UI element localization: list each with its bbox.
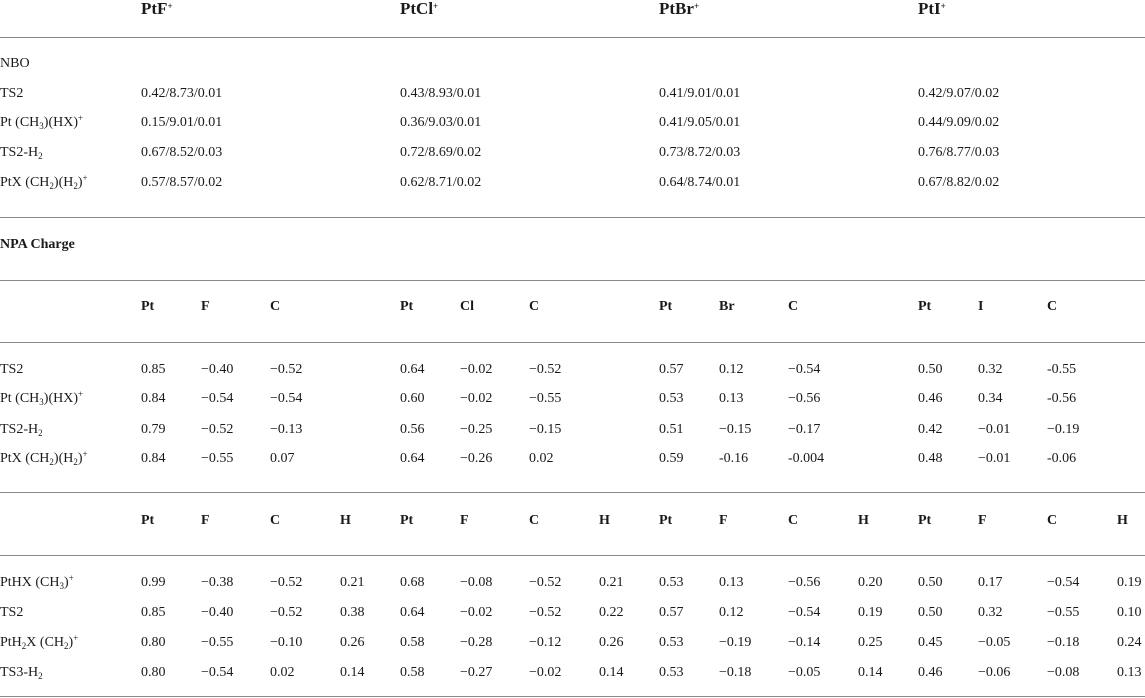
npa-value: −0.06 [978,665,1011,680]
npa-value: 0.14 [340,665,365,680]
npa-value: −0.54 [788,362,821,377]
compound-name: PtCl [400,0,434,18]
npa-value: 0.53 [659,391,684,406]
npa-value: 0.19 [858,605,883,620]
npa-value: −0.14 [788,635,821,650]
npa-value: −0.18 [719,665,752,680]
label-part: )(HX) [43,115,79,130]
section-title-npa: NPA Charge [0,237,75,252]
label-part: 2 [38,671,43,681]
column-header: I [978,299,984,314]
column-header: F [201,299,210,314]
charge-superscript: + [167,1,173,11]
bottom-rule [0,696,1145,697]
column-header: F [719,513,728,528]
compound-header [659,0,699,18]
column-header: C [1047,299,1058,314]
label-part: TS2-H [0,145,39,160]
npa-value: 0.80 [141,635,166,650]
npa-value: −0.13 [270,422,303,437]
column-header: H [1117,513,1128,528]
section-rule [0,217,1145,218]
npa-value: −0.02 [460,391,493,406]
label-part: TS2 [0,605,24,620]
column-header: C [788,299,799,314]
npa-value: 0.10 [1117,605,1142,620]
column-header: C [270,299,281,314]
label-part: TS2 [0,362,24,377]
npa-value: −0.19 [1047,422,1080,437]
npa-value: 0.13 [1117,665,1142,680]
label-part: 2 [21,641,27,651]
row-label [0,144,43,162]
compound-header [141,0,173,18]
row-label [0,174,88,192]
column-header: Pt [400,299,414,314]
charge-superscript: + [940,1,946,11]
nbo-value: 0.15/9.01/0.01 [141,115,223,130]
npa-value: 0.58 [400,665,425,680]
npa-value: 0.32 [978,362,1003,377]
npa-value: 0.02 [529,451,554,466]
npa-value: −0.56 [788,575,821,590]
label-part: + [78,389,84,399]
npa-value: 0.48 [918,451,943,466]
nbo-value: 0.41/9.05/0.01 [659,115,741,130]
npa-value: −0.54 [201,665,234,680]
nbo-value: 0.62/8.71/0.02 [400,175,482,190]
npa-value: 0.79 [141,422,166,437]
label-part: )(H [53,175,74,190]
npa-value: −0.05 [978,635,1011,650]
label-part: 2 [38,151,43,161]
row-label [0,85,23,103]
npa-value: 0.60 [400,391,425,406]
section-rule [0,492,1145,493]
npa-value: 0.46 [918,665,943,680]
column-header: Pt [659,299,673,314]
label-part: 2 [73,181,78,191]
label-part: + [73,633,79,643]
label-part: PtHX (CH [0,575,60,590]
npa-value: −0.55 [529,391,562,406]
npa-value: 0.34 [978,391,1003,406]
npa-value: 0.50 [918,362,943,377]
nbo-value: 0.67/8.82/0.02 [918,175,1000,190]
row-label [0,114,83,132]
label-part: 2 [49,181,54,191]
npa-value: −0.38 [201,575,234,590]
npa-value: −0.55 [1047,605,1080,620]
label-part: + [78,113,84,123]
label-part: PtX (CH [0,175,50,190]
column-header: C [529,299,540,314]
npa-value: -0.56 [1047,391,1077,406]
npa-value: 0.22 [599,605,624,620]
nbo-value: 0.72/8.69/0.02 [400,145,482,160]
npa-value: 0.14 [858,665,883,680]
npa-value: −0.54 [788,605,821,620]
npa-value: −0.08 [460,575,493,590]
npa-value: −0.08 [1047,665,1080,680]
npa-value: 0.64 [400,605,425,620]
section-rule [0,342,1145,343]
column-header: H [858,513,869,528]
npa-value: 0.21 [599,575,624,590]
header-rule [0,37,1145,38]
label-part: + [82,173,88,183]
npa-value: −0.25 [460,422,493,437]
npa-value: 0.13 [719,575,744,590]
npa-value: 0.32 [978,605,1003,620]
column-header: Pt [400,513,414,528]
label-part: TS2 [0,86,24,101]
label-part: 2 [49,457,54,467]
label-part: X (CH [26,635,65,650]
npa-value: 0.59 [659,451,684,466]
column-header: Br [719,299,735,314]
column-header: F [460,513,469,528]
label-part: 2 [73,457,78,467]
nbo-value: 0.42/9.07/0.02 [918,86,1000,101]
npa-value: −0.54 [201,391,234,406]
column-header: C [529,513,540,528]
npa-value: -0.004 [788,451,825,466]
column-header: Pt [918,299,932,314]
npa-value: −0.55 [201,451,234,466]
npa-value: -0.55 [1047,362,1077,377]
npa-value: −0.52 [529,575,562,590]
npa-value: −0.52 [270,605,303,620]
label-part: ) [77,451,83,466]
nbo-value: 0.44/9.09/0.02 [918,115,1000,130]
column-header: Cl [460,299,474,314]
nbo-value: 0.57/8.57/0.02 [141,175,223,190]
npa-value: 0.53 [659,635,684,650]
npa-value: −0.55 [201,635,234,650]
npa-value: 0.19 [1117,575,1142,590]
nbo-value: 0.36/9.03/0.01 [400,115,482,130]
label-part: 2 [64,641,69,651]
nbo-value: 0.43/8.93/0.01 [400,86,482,101]
npa-value: −0.10 [270,635,303,650]
label-part: Pt (CH [0,115,40,130]
column-header: Pt [918,513,932,528]
nbo-value: 0.64/8.74/0.01 [659,175,741,190]
npa-value: 0.51 [659,422,684,437]
column-header: Pt [141,299,155,314]
npa-value: −0.52 [529,605,562,620]
npa-value: 0.99 [141,575,166,590]
compound-name: PtI [918,0,941,18]
npa-value: -0.16 [719,451,749,466]
npa-value: 0.85 [141,605,166,620]
column-header: C [270,513,281,528]
npa-value: −0.18 [1047,635,1080,650]
npa-value: 0.46 [918,391,943,406]
npa-value: −0.05 [788,665,821,680]
row-label [0,574,74,592]
label-part: )(H [53,451,74,466]
npa-value: −0.15 [529,422,562,437]
npa-value: 0.42 [918,422,943,437]
npa-value: −0.02 [529,665,562,680]
row-label [0,664,43,682]
npa-value: −0.12 [529,635,562,650]
nbo-value: 0.76/8.77/0.03 [918,145,1000,160]
npa-value: 0.64 [400,451,425,466]
compound-header [918,0,946,18]
label-part: 3 [39,397,44,407]
npa-value: 0.26 [340,635,365,650]
npa-value: 0.26 [599,635,624,650]
npa-value: −0.54 [270,391,303,406]
row-label [0,421,43,439]
label-part: PtH [0,635,22,650]
section-title-nbo: NBO [0,56,30,71]
row-label [0,361,23,379]
section-rule [0,555,1145,556]
npa-value: −0.54 [1047,575,1080,590]
row-label [0,450,88,468]
npa-value: 0.85 [141,362,166,377]
column-header: Pt [659,513,673,528]
npa-value: 0.12 [719,605,744,620]
npa-value: 0.50 [918,605,943,620]
npa-value: −0.15 [719,422,752,437]
npa-value: 0.20 [858,575,883,590]
npa-value: 0.45 [918,635,943,650]
npa-value: 0.57 [659,605,684,620]
npa-value: 0.84 [141,391,166,406]
npa-value: −0.52 [529,362,562,377]
row-label [0,604,23,622]
row-label [0,634,78,652]
npa-value: 0.14 [599,665,624,680]
npa-value: −0.19 [719,635,752,650]
npa-value: −0.40 [201,605,234,620]
npa-value: 0.50 [918,575,943,590]
column-header: H [599,513,610,528]
charge-superscript: + [693,1,700,11]
npa-value: −0.26 [460,451,493,466]
npa-value: −0.27 [460,665,493,680]
npa-value: 0.84 [141,451,166,466]
section-rule [0,280,1145,281]
npa-value: −0.52 [270,575,303,590]
compound-name: PtF [141,0,168,18]
label-part: + [82,449,88,459]
column-header: C [788,513,799,528]
label-part: + [68,573,74,583]
npa-value: 0.07 [270,451,295,466]
npa-value: 0.80 [141,665,166,680]
npa-value: 0.02 [270,665,295,680]
npa-value: 0.57 [659,362,684,377]
npa-value: −0.02 [460,362,493,377]
npa-value: 0.68 [400,575,425,590]
npa-value: 0.13 [719,391,744,406]
npa-value: -0.06 [1047,451,1077,466]
npa-value: −0.56 [788,391,821,406]
column-header: H [340,513,351,528]
nbo-value: 0.73/8.72/0.03 [659,145,741,160]
label-part: ) [64,575,69,590]
column-header: F [201,513,210,528]
npa-value: 0.21 [340,575,365,590]
npa-value: 0.53 [659,575,684,590]
npa-value: −0.02 [460,605,493,620]
npa-value: −0.52 [270,362,303,377]
compound-name: PtBr [659,0,694,18]
label-part: 3 [59,581,65,591]
npa-value: 0.58 [400,635,425,650]
nbo-value: 0.42/8.73/0.01 [141,86,223,101]
npa-value: −0.40 [201,362,234,377]
label-part: TS3-H [0,665,39,680]
npa-value: 0.12 [719,362,744,377]
npa-value: 0.17 [978,575,1003,590]
npa-value: −0.01 [978,422,1011,437]
npa-value: 0.24 [1117,635,1142,650]
row-label [0,390,83,408]
npa-value: 0.53 [659,665,684,680]
npa-value: −0.52 [201,422,234,437]
npa-value: 0.38 [340,605,365,620]
npa-value: −0.17 [788,422,821,437]
nbo-value: 0.67/8.52/0.03 [141,145,223,160]
label-part: )(HX) [43,391,79,406]
npa-value: 0.56 [400,422,425,437]
npa-value: −0.01 [978,451,1011,466]
label-part: 3 [39,121,44,131]
column-header: F [978,513,987,528]
label-part: PtX (CH [0,451,50,466]
label-part: TS2-H [0,422,39,437]
charge-superscript: + [433,1,439,11]
column-header: Pt [141,513,155,528]
label-part: ) [77,175,83,190]
label-part: Pt (CH [0,391,40,406]
npa-value: −0.28 [460,635,493,650]
column-header: C [1047,513,1058,528]
compound-header [400,0,438,18]
label-part: ) [68,635,74,650]
npa-value: 0.64 [400,362,425,377]
npa-value: 0.25 [858,635,883,650]
label-part: 2 [38,428,43,438]
nbo-value: 0.41/9.01/0.01 [659,86,741,101]
